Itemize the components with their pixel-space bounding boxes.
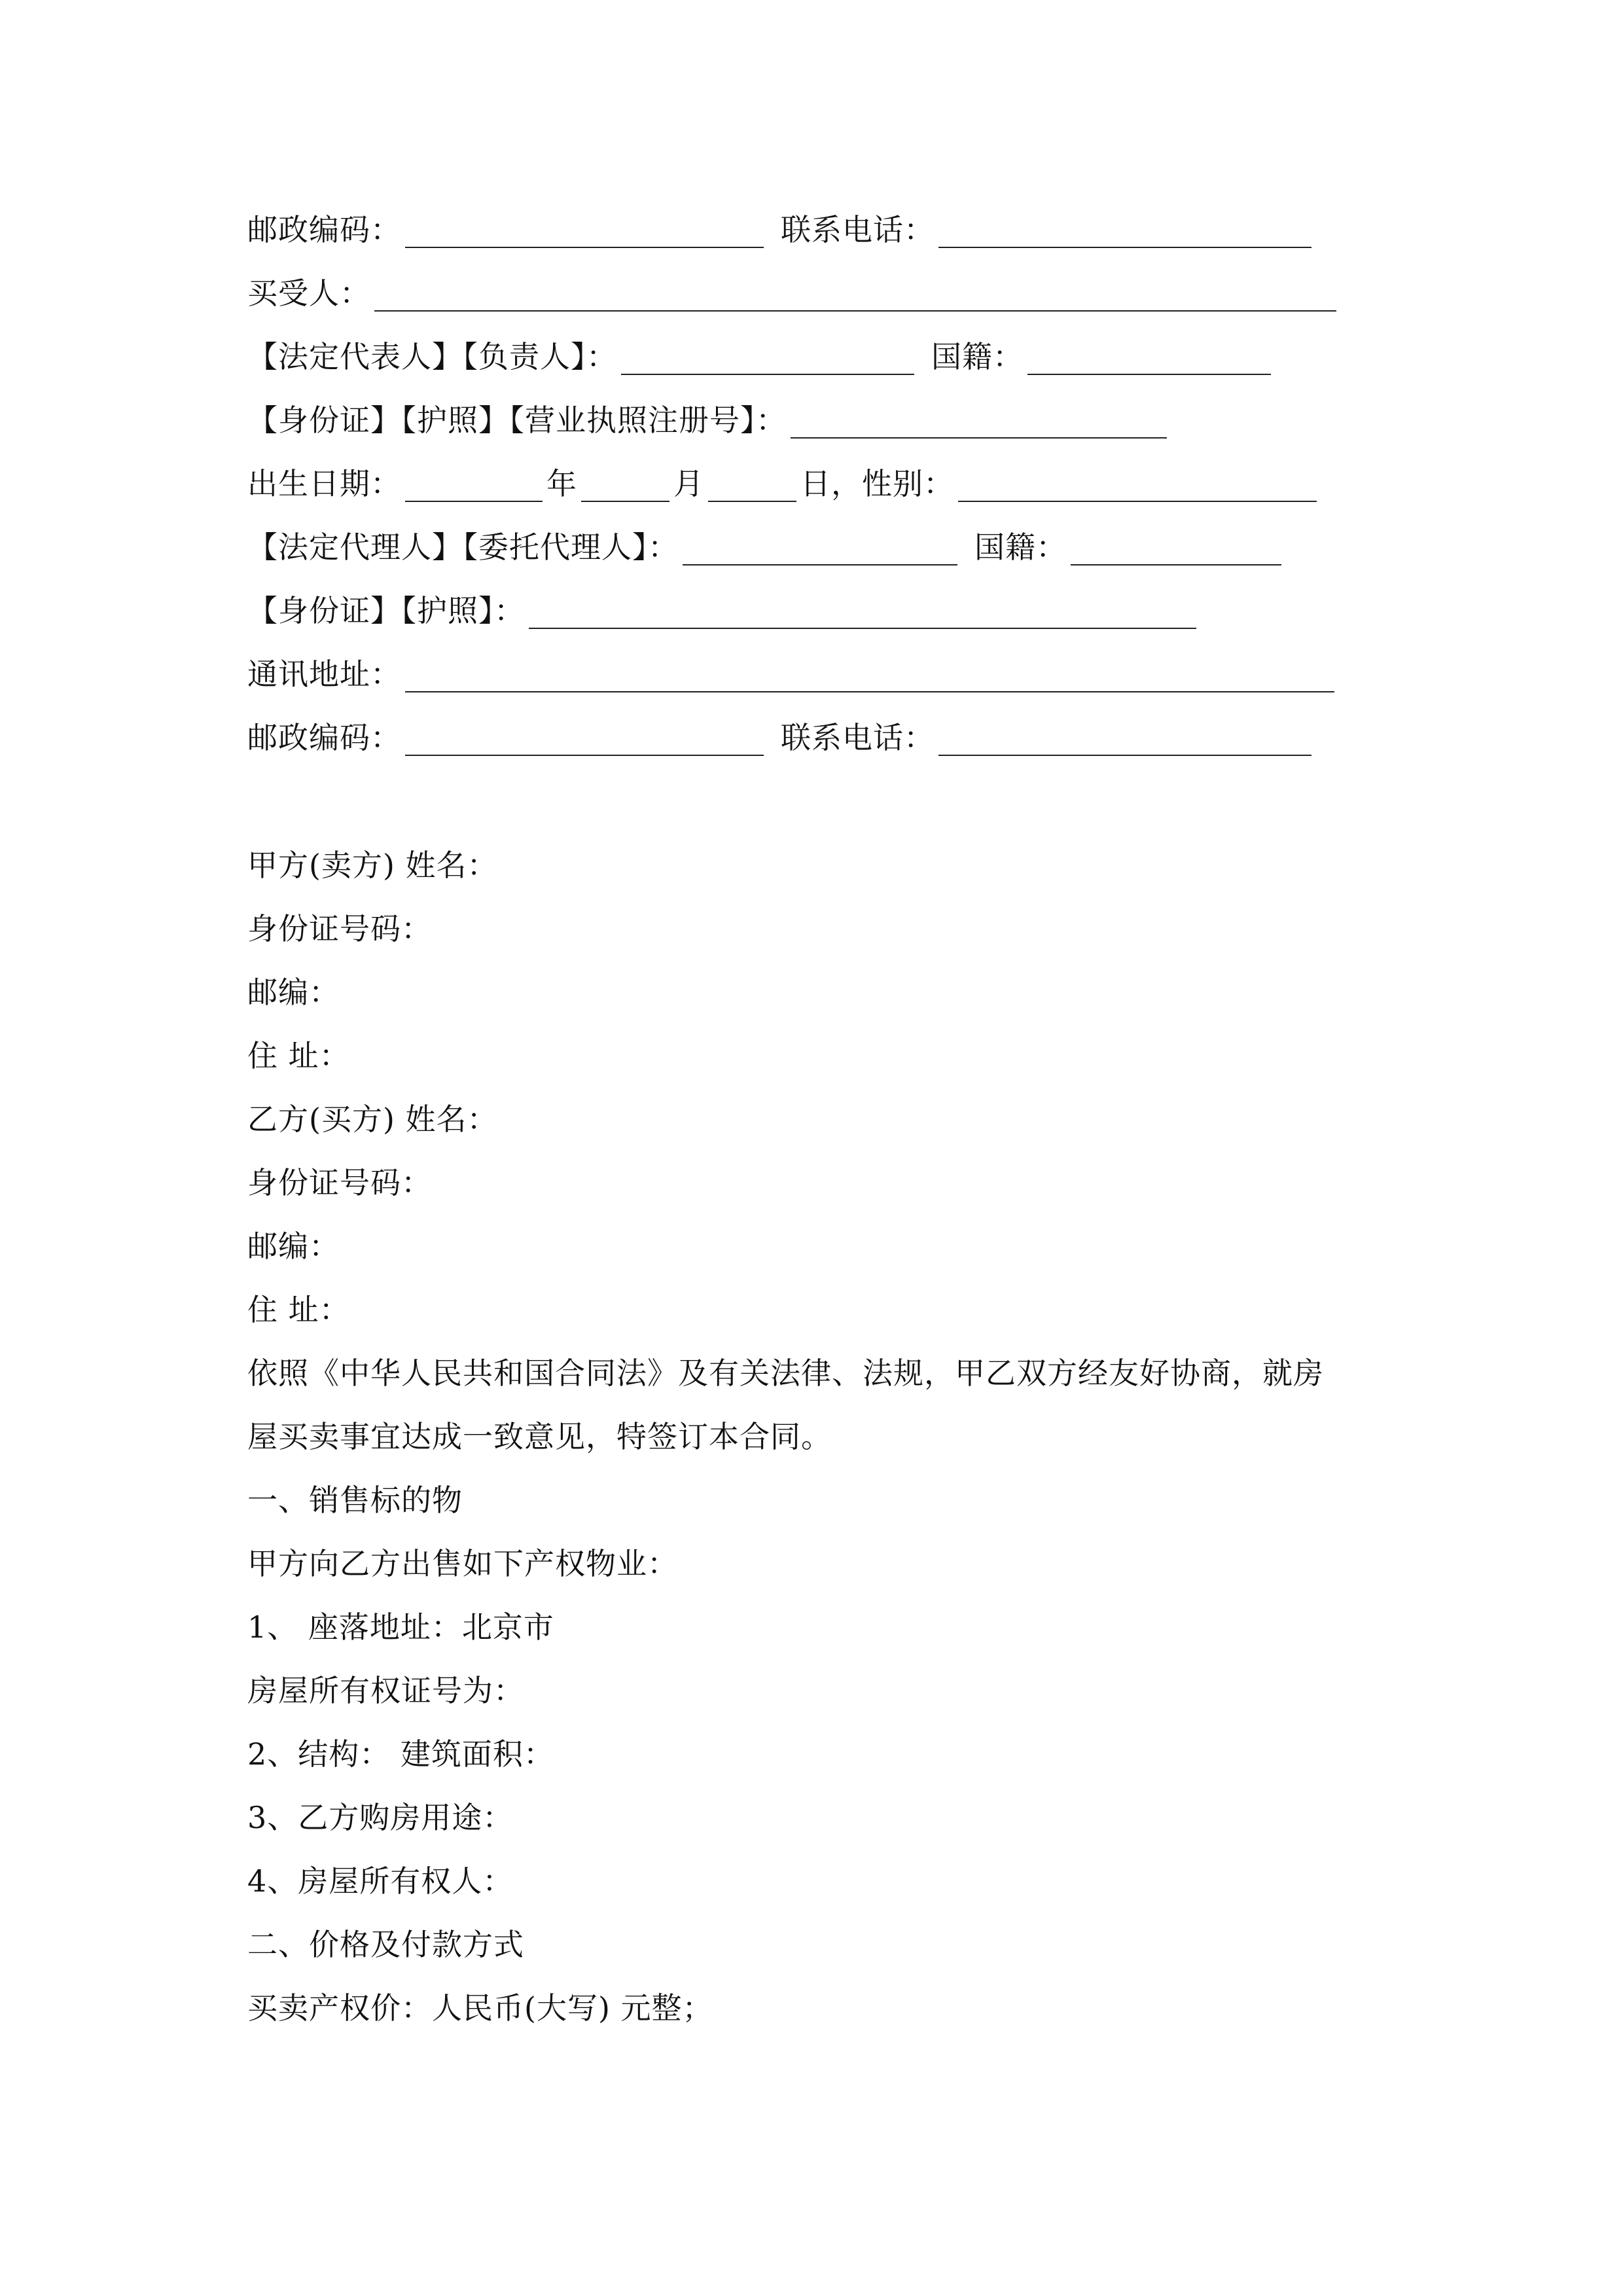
id-passport-row xyxy=(247,581,1200,639)
postal-phone-row-2 xyxy=(247,708,1315,766)
id-license-label: 【身份证】【护照】【营业执照注册号】： xyxy=(247,403,787,438)
party-a-zip: 邮编： xyxy=(247,975,340,1010)
agent-label: 【法定代理人】【委托代理人】： xyxy=(247,529,679,565)
assignee-label: 买受人： xyxy=(247,276,370,311)
intro-line-1: 依照《中华人民共和国合同法》及有关法律、法规，甲乙双方经友好协商，就房 xyxy=(247,1355,1324,1391)
party-b-name: 乙方(买方) 姓名： xyxy=(247,1102,498,1137)
party-b-id: 身份证号码： xyxy=(247,1165,432,1200)
postal-code-blank[interactable] xyxy=(405,207,764,248)
intro-line-2: 屋买卖事宜达成一致意见，特签订本合同。 xyxy=(247,1419,832,1454)
phone-label: 联系电话： xyxy=(781,212,935,247)
legal-rep-label: 【法定代表人】【负责人】： xyxy=(247,339,617,374)
postal-code2-blank[interactable] xyxy=(405,715,764,756)
section-1-lead: 甲方向乙方出售如下产权物业： xyxy=(247,1546,678,1581)
phone-blank[interactable] xyxy=(938,207,1311,248)
address-blank[interactable] xyxy=(405,652,1334,692)
year-label: 年 xyxy=(546,466,577,501)
item-1-location: 1、 座落地址：北京市 xyxy=(247,1609,554,1645)
legal-rep-row xyxy=(247,327,1275,386)
id-license-row xyxy=(247,390,1171,449)
birth-month-blank[interactable] xyxy=(581,461,669,502)
id-passport-label: 【身份证】【护照】： xyxy=(247,593,525,628)
postal-code2-label: 邮政编码： xyxy=(247,720,401,755)
party-a-address: 住 址： xyxy=(247,1038,350,1073)
id-license-blank[interactable] xyxy=(791,398,1167,439)
item-3-usage: 3、乙方购房用途： xyxy=(247,1800,514,1835)
nationality2-blank[interactable] xyxy=(1071,525,1281,565)
nationality-blank[interactable] xyxy=(1027,334,1271,375)
phone2-label: 联系电话： xyxy=(781,720,935,755)
birth-label: 出生日期： xyxy=(247,466,401,501)
gender-blank[interactable] xyxy=(958,461,1317,502)
address-label: 通讯地址： xyxy=(247,656,401,692)
agent-row xyxy=(247,517,1285,576)
legal-rep-blank[interactable] xyxy=(621,334,914,375)
party-a-id: 身份证号码： xyxy=(247,911,432,946)
section-2-heading: 二、价格及付款方式 xyxy=(247,1927,524,1962)
birth-gender-row xyxy=(247,454,1321,512)
month-label: 月 xyxy=(673,466,704,501)
nationality-label: 国籍： xyxy=(931,339,1024,374)
postal-code-label: 邮政编码： xyxy=(247,212,401,247)
assignee-blank[interactable] xyxy=(374,271,1336,312)
item-4-owner: 4、房屋所有权人： xyxy=(247,1863,514,1899)
day-gender-label: 日，性别： xyxy=(800,466,954,501)
phone2-blank[interactable] xyxy=(938,715,1311,756)
birth-day-blank[interactable] xyxy=(708,461,796,502)
id-passport-blank[interactable] xyxy=(529,588,1196,629)
birth-year-blank[interactable] xyxy=(405,461,543,502)
assignee-row xyxy=(247,263,1340,322)
address-row xyxy=(247,644,1338,703)
section-1-heading: 一、销售标的物 xyxy=(247,1482,463,1518)
party-b-address: 住 址： xyxy=(247,1292,350,1327)
postal-phone-row xyxy=(247,200,1315,259)
party-a-name: 甲方(卖方) 姓名： xyxy=(247,848,498,883)
party-b-zip: 邮编： xyxy=(247,1229,340,1264)
price-line: 买卖产权价：人民币(大写) 元整； xyxy=(247,1990,713,2026)
agent-blank[interactable] xyxy=(683,525,957,565)
nationality2-label: 国籍： xyxy=(974,529,1067,565)
item-2-structure: 2、结构： 建筑面积： xyxy=(247,1736,554,1772)
ownership-cert: 房屋所有权证号为： xyxy=(247,1673,524,1708)
